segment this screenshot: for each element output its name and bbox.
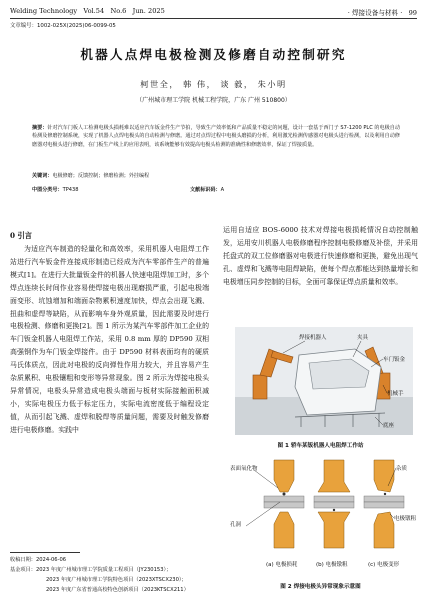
issue-date: Jun. 2025: [132, 7, 165, 15]
figure-1-caption: 图 1 轿车某钣机器人电阻焊工作站: [277, 443, 364, 449]
section-heading: 0 引言: [10, 231, 32, 240]
doc-code-value: A: [220, 187, 225, 193]
section-name: · 焊接设备与材料 ·: [347, 9, 403, 17]
page-number: 99: [408, 9, 417, 17]
figure-2-caption: 图 2 焊接电极头异常现象示意图: [280, 584, 361, 590]
fig1-label-base: 底座: [383, 423, 395, 429]
fund-1: 2023 年度广州城市理工学院质量工程项目（JY230153）；: [35, 567, 172, 573]
author-list: 柯世全， 韩 伟， 谈 毅， 朱小明: [140, 79, 287, 89]
fig2-sub-a: (a) 电极损耗: [266, 562, 298, 568]
fund-line-1: [10, 566, 171, 573]
body-paragraph-left: 为适应汽车制造的轻量化和高效率，采用机器人电阻焊工作站进行汽车钣金件连接成形制造已经成为汽车零部件生产的普遍模式[1]。在进行大批量钣金件的机器人快速电阻焊加工时，多个焊点连续长时间作业容易使焊接电极出现磨损严重，引起电极端面变形、坑蚀增加和端面杂物累积速度加快，焊点会出现飞溅、扭曲和虚焊等缺陷，从而影响车身外观质量，因此需要及时进行电极检测、修磨和更换[2]。图 1 所示为某汽车零部件加工企业的车门钣金机器人电阻焊工作站，采用 0.8 mm 厚的 DP590 双相高强钢作为车门钣金焊接件。由于 DP590 材料表面均有的硬质马氏体质点，因此对电极的反向弹性作用力较大，并且容易产生杂质累积、电极镶粗和变形等异常现象。图 2 所示为焊接电极头异常情况，电极头异常造成电极头端面与板材实际接触面积减小，实际电极压力低于标定压力，实际电流密度低于编程设定值，从而引起飞溅、虚焊和脱焊等质量问题，需要及时触发修磨进行电极修磨。实践中: [10, 245, 209, 434]
figure-2-diagram: [228, 456, 418, 574]
fig2-label-upset: 电极镦粗: [394, 516, 417, 522]
keywords-text: 电极修磨；反馈控制；修磨检测；外挂编程: [52, 173, 150, 179]
fund-2: 2023 年度广州城市理工学院特色项目（2023XTSCX230）；: [46, 577, 187, 583]
running-header-left: [10, 7, 165, 15]
footnote-rule: [10, 552, 80, 553]
journal-name: Welding Technology: [10, 7, 78, 15]
abstract: [32, 124, 400, 149]
keywords-label: 关键词：: [32, 173, 53, 179]
document-code: [190, 186, 224, 193]
fig2-label-surface: 表面氧化物: [230, 466, 258, 472]
abstract-text: 针对汽车门板人工检测电极头损耗难以适应汽车钣金件生产节拍，导致生产效率低和产品质量不稳定的问题，设计一套基于西门子 S7-1200 PLC 的电极自动检测及修磨控制系统，实现了机器人点焊电极头的自动检测与修磨。通过对点焊过程中电极头磨损的分析，利用激光检测传感器对电极头进行检测，以及利用自动修磨器对电极头进行修磨，在门板生产线上的应用表明，该系统能够有效提高电极头检测的准确性和修磨效率，保证了焊接质量。: [32, 125, 400, 148]
fig1-label-robot: 焊接机器人: [299, 335, 327, 341]
fig2-label-hole: 孔洞: [230, 522, 242, 528]
fig2-sub-c: (c) 电极变形: [368, 562, 400, 568]
abstract-label: 摘要：: [32, 125, 48, 131]
figure-1-photo: [235, 327, 413, 435]
fig2-sub-b: (b) 电极镦粗: [316, 562, 348, 568]
fig2-label-impurity: 杂质: [396, 466, 408, 472]
body-paragraph-right: 运用自适应 BOS-6000 技术对焊接电极损耗情况自动控制触发，运用安川机器人电极修磨程序控制电极修磨及补偿，并采用托盘式的双工位修磨器对电极进行快速修磨和更换，避免出现气孔、虚焊和飞溅等电阻焊缺陷，使每个焊点都能达到热量增长和电极增压同步控制的目标，全面可靠保证焊点质量和效率。: [223, 226, 418, 286]
clc-label: 中图分类号：: [32, 187, 63, 193]
clc-value: TP438: [62, 187, 79, 193]
running-header-right: [348, 7, 417, 17]
received-date: 收稿日期：2024-06-06: [10, 557, 67, 563]
article-number: 文章编号：1002-025X(2025)06-0099-05: [10, 23, 116, 29]
fund-label: 基金项目：: [10, 567, 36, 573]
fig1-label-fixture: 夹具: [357, 335, 369, 341]
keywords: [32, 172, 149, 179]
fund-3: 2023 年度广东省普通高校特色创新项目（2023KTSCX211）: [46, 587, 189, 593]
doc-code-label: 文献标识码：: [190, 187, 221, 193]
header-rule: [10, 18, 417, 19]
article-title: 机器人点焊电极检测及修磨自动控制研究: [80, 47, 347, 62]
fig1-label-door: 车门钣金: [383, 357, 406, 363]
fig1-label-manipulator: 机械手: [387, 391, 404, 397]
issue: No.6: [110, 7, 127, 15]
affiliation: （广州城市理工学院 机械工程学院，广东 广州 510800）: [136, 97, 291, 104]
clc-number: [32, 186, 96, 193]
volume: Vol.54: [83, 7, 105, 15]
